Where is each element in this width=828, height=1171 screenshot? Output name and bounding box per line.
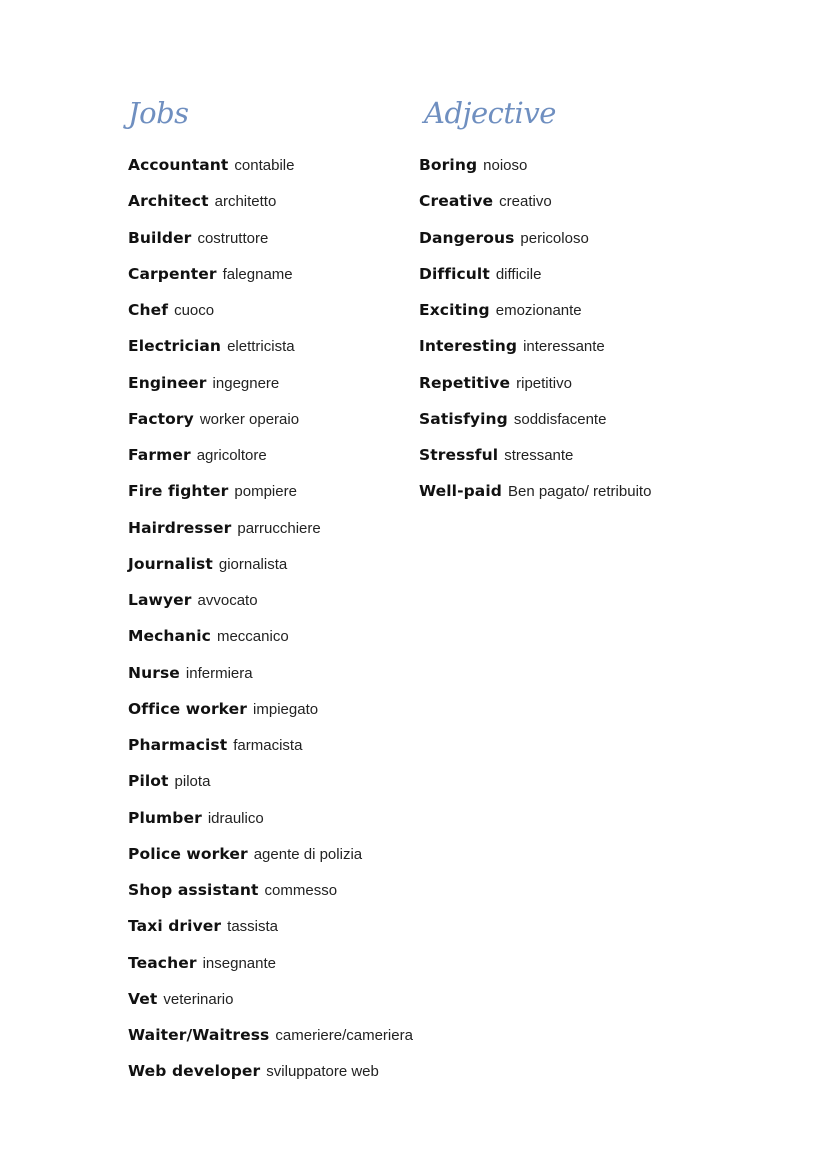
job-word: Electrician bbox=[128, 337, 222, 356]
job-entry bbox=[128, 226, 413, 262]
job-word: Vet bbox=[128, 989, 158, 1008]
job-translation: pompiere bbox=[234, 483, 297, 501]
adjectives-list bbox=[419, 153, 651, 516]
job-entry bbox=[128, 914, 413, 950]
job-word: Lawyer bbox=[128, 591, 192, 609]
job-translation: idraulico bbox=[207, 809, 264, 827]
job-translation: costruttore bbox=[197, 229, 269, 247]
job-word: Pharmacist bbox=[128, 736, 228, 754]
job-word: Pilot bbox=[128, 772, 169, 791]
job-word: Mechanic bbox=[128, 627, 211, 646]
job-entry bbox=[128, 1023, 413, 1059]
job-word: Web developer bbox=[128, 1062, 261, 1081]
job-translation: giornalista bbox=[218, 555, 288, 573]
job-word: Journalist bbox=[128, 554, 213, 573]
job-word: Plumber bbox=[128, 808, 202, 827]
job-translation: commesso bbox=[264, 882, 338, 899]
job-translation: ingegnere bbox=[212, 374, 280, 392]
job-word: Engineer bbox=[128, 373, 207, 392]
job-entry bbox=[128, 407, 413, 443]
job-word: Police worker bbox=[128, 844, 248, 863]
job-entry bbox=[128, 588, 413, 624]
jobs-list bbox=[128, 153, 413, 1096]
adjective-word: Repetitive bbox=[419, 373, 511, 392]
adjectives-heading: Adjective bbox=[424, 96, 556, 130]
job-entry bbox=[128, 189, 413, 225]
adjective-translation: noioso bbox=[483, 157, 528, 174]
adjective-entry bbox=[419, 443, 651, 479]
adjective-word: Dangerous bbox=[419, 228, 515, 247]
adjective-translation: interessante bbox=[523, 338, 605, 356]
adjective-word: Boring bbox=[419, 156, 478, 174]
job-entry bbox=[128, 371, 413, 407]
jobs-heading: Jobs bbox=[128, 96, 189, 130]
adjective-translation: stressante bbox=[504, 447, 574, 464]
adjective-word: Stressful bbox=[419, 446, 499, 464]
job-translation: agente di polizia bbox=[253, 845, 363, 863]
job-entry bbox=[128, 878, 413, 914]
job-translation: cuoco bbox=[174, 302, 215, 319]
adjective-entry bbox=[419, 479, 651, 515]
adjective-word: Well-paid bbox=[419, 482, 502, 501]
job-translation: veterinario bbox=[163, 990, 234, 1008]
job-entry bbox=[128, 1059, 413, 1095]
job-entry bbox=[128, 624, 413, 660]
adjective-entry bbox=[419, 153, 651, 189]
job-word: Carpenter bbox=[128, 264, 217, 283]
adjective-entry bbox=[419, 334, 651, 370]
adjective-word: Difficult bbox=[419, 264, 490, 283]
job-word: Architect bbox=[128, 192, 209, 211]
job-entry bbox=[128, 334, 413, 370]
adjective-entry bbox=[419, 189, 651, 225]
job-entry bbox=[128, 987, 413, 1023]
adjective-word: Exciting bbox=[419, 301, 490, 319]
job-translation: farmacista bbox=[233, 737, 303, 754]
job-word: Teacher bbox=[128, 953, 197, 972]
job-word: Office worker bbox=[128, 699, 248, 718]
job-translation: falegname bbox=[222, 265, 293, 283]
job-entry bbox=[128, 262, 413, 298]
job-translation: worker operaio bbox=[199, 410, 300, 428]
job-word: Accountant bbox=[128, 156, 229, 174]
job-entry bbox=[128, 552, 413, 588]
job-translation: insegnante bbox=[202, 954, 276, 972]
job-entry bbox=[128, 479, 413, 515]
job-translation: tassista bbox=[227, 918, 279, 936]
adjective-translation: soddisfacente bbox=[513, 410, 607, 428]
job-word: Factory bbox=[128, 409, 194, 428]
job-entry bbox=[128, 443, 413, 479]
job-translation: agricoltore bbox=[196, 447, 267, 464]
adjective-word: Satisfying bbox=[419, 409, 508, 428]
job-word: Waiter/Waitress bbox=[128, 1026, 270, 1044]
adjective-entry bbox=[419, 226, 651, 262]
job-entry bbox=[128, 697, 413, 733]
job-word: Builder bbox=[128, 228, 192, 247]
job-translation: infermiera bbox=[185, 664, 253, 682]
job-entry bbox=[128, 298, 413, 334]
job-entry bbox=[128, 516, 413, 552]
adjective-entry bbox=[419, 371, 651, 407]
adjective-translation: pericoloso bbox=[520, 229, 589, 247]
job-translation: impiegato bbox=[253, 700, 319, 718]
job-word: Shop assistant bbox=[128, 881, 259, 899]
job-word: Farmer bbox=[128, 446, 191, 464]
adjective-entry bbox=[419, 407, 651, 443]
job-entry bbox=[128, 842, 413, 878]
adjective-translation: ripetitivo bbox=[516, 374, 572, 392]
job-translation: parrucchiere bbox=[237, 519, 321, 537]
job-translation: elettricista bbox=[227, 338, 295, 356]
adjective-translation: Ben pagato/ retribuito bbox=[507, 483, 652, 501]
job-translation: sviluppatore web bbox=[266, 1063, 379, 1081]
adjective-word: Creative bbox=[419, 192, 494, 211]
job-translation: cameriere/cameriera bbox=[275, 1027, 413, 1044]
adjective-translation: creativo bbox=[499, 193, 552, 211]
adjective-entry bbox=[419, 262, 651, 298]
job-word: Hairdresser bbox=[128, 518, 232, 537]
job-word: Nurse bbox=[128, 663, 180, 682]
job-entry bbox=[128, 661, 413, 697]
job-entry bbox=[128, 951, 413, 987]
adjective-translation: emozionante bbox=[495, 302, 582, 319]
job-entry bbox=[128, 153, 413, 189]
job-entry bbox=[128, 769, 413, 805]
job-translation: pilota bbox=[174, 773, 211, 791]
job-word: Fire fighter bbox=[128, 482, 229, 501]
job-entry bbox=[128, 806, 413, 842]
job-translation: architetto bbox=[214, 193, 277, 211]
adjective-entry bbox=[419, 298, 651, 334]
job-entry bbox=[128, 733, 413, 769]
job-word: Chef bbox=[128, 301, 169, 319]
adjective-translation: difficile bbox=[495, 265, 542, 283]
job-translation: contabile bbox=[234, 157, 295, 174]
job-translation: meccanico bbox=[216, 628, 289, 646]
job-word: Taxi driver bbox=[128, 917, 222, 936]
job-translation: avvocato bbox=[197, 592, 258, 609]
adjective-word: Interesting bbox=[419, 337, 518, 356]
